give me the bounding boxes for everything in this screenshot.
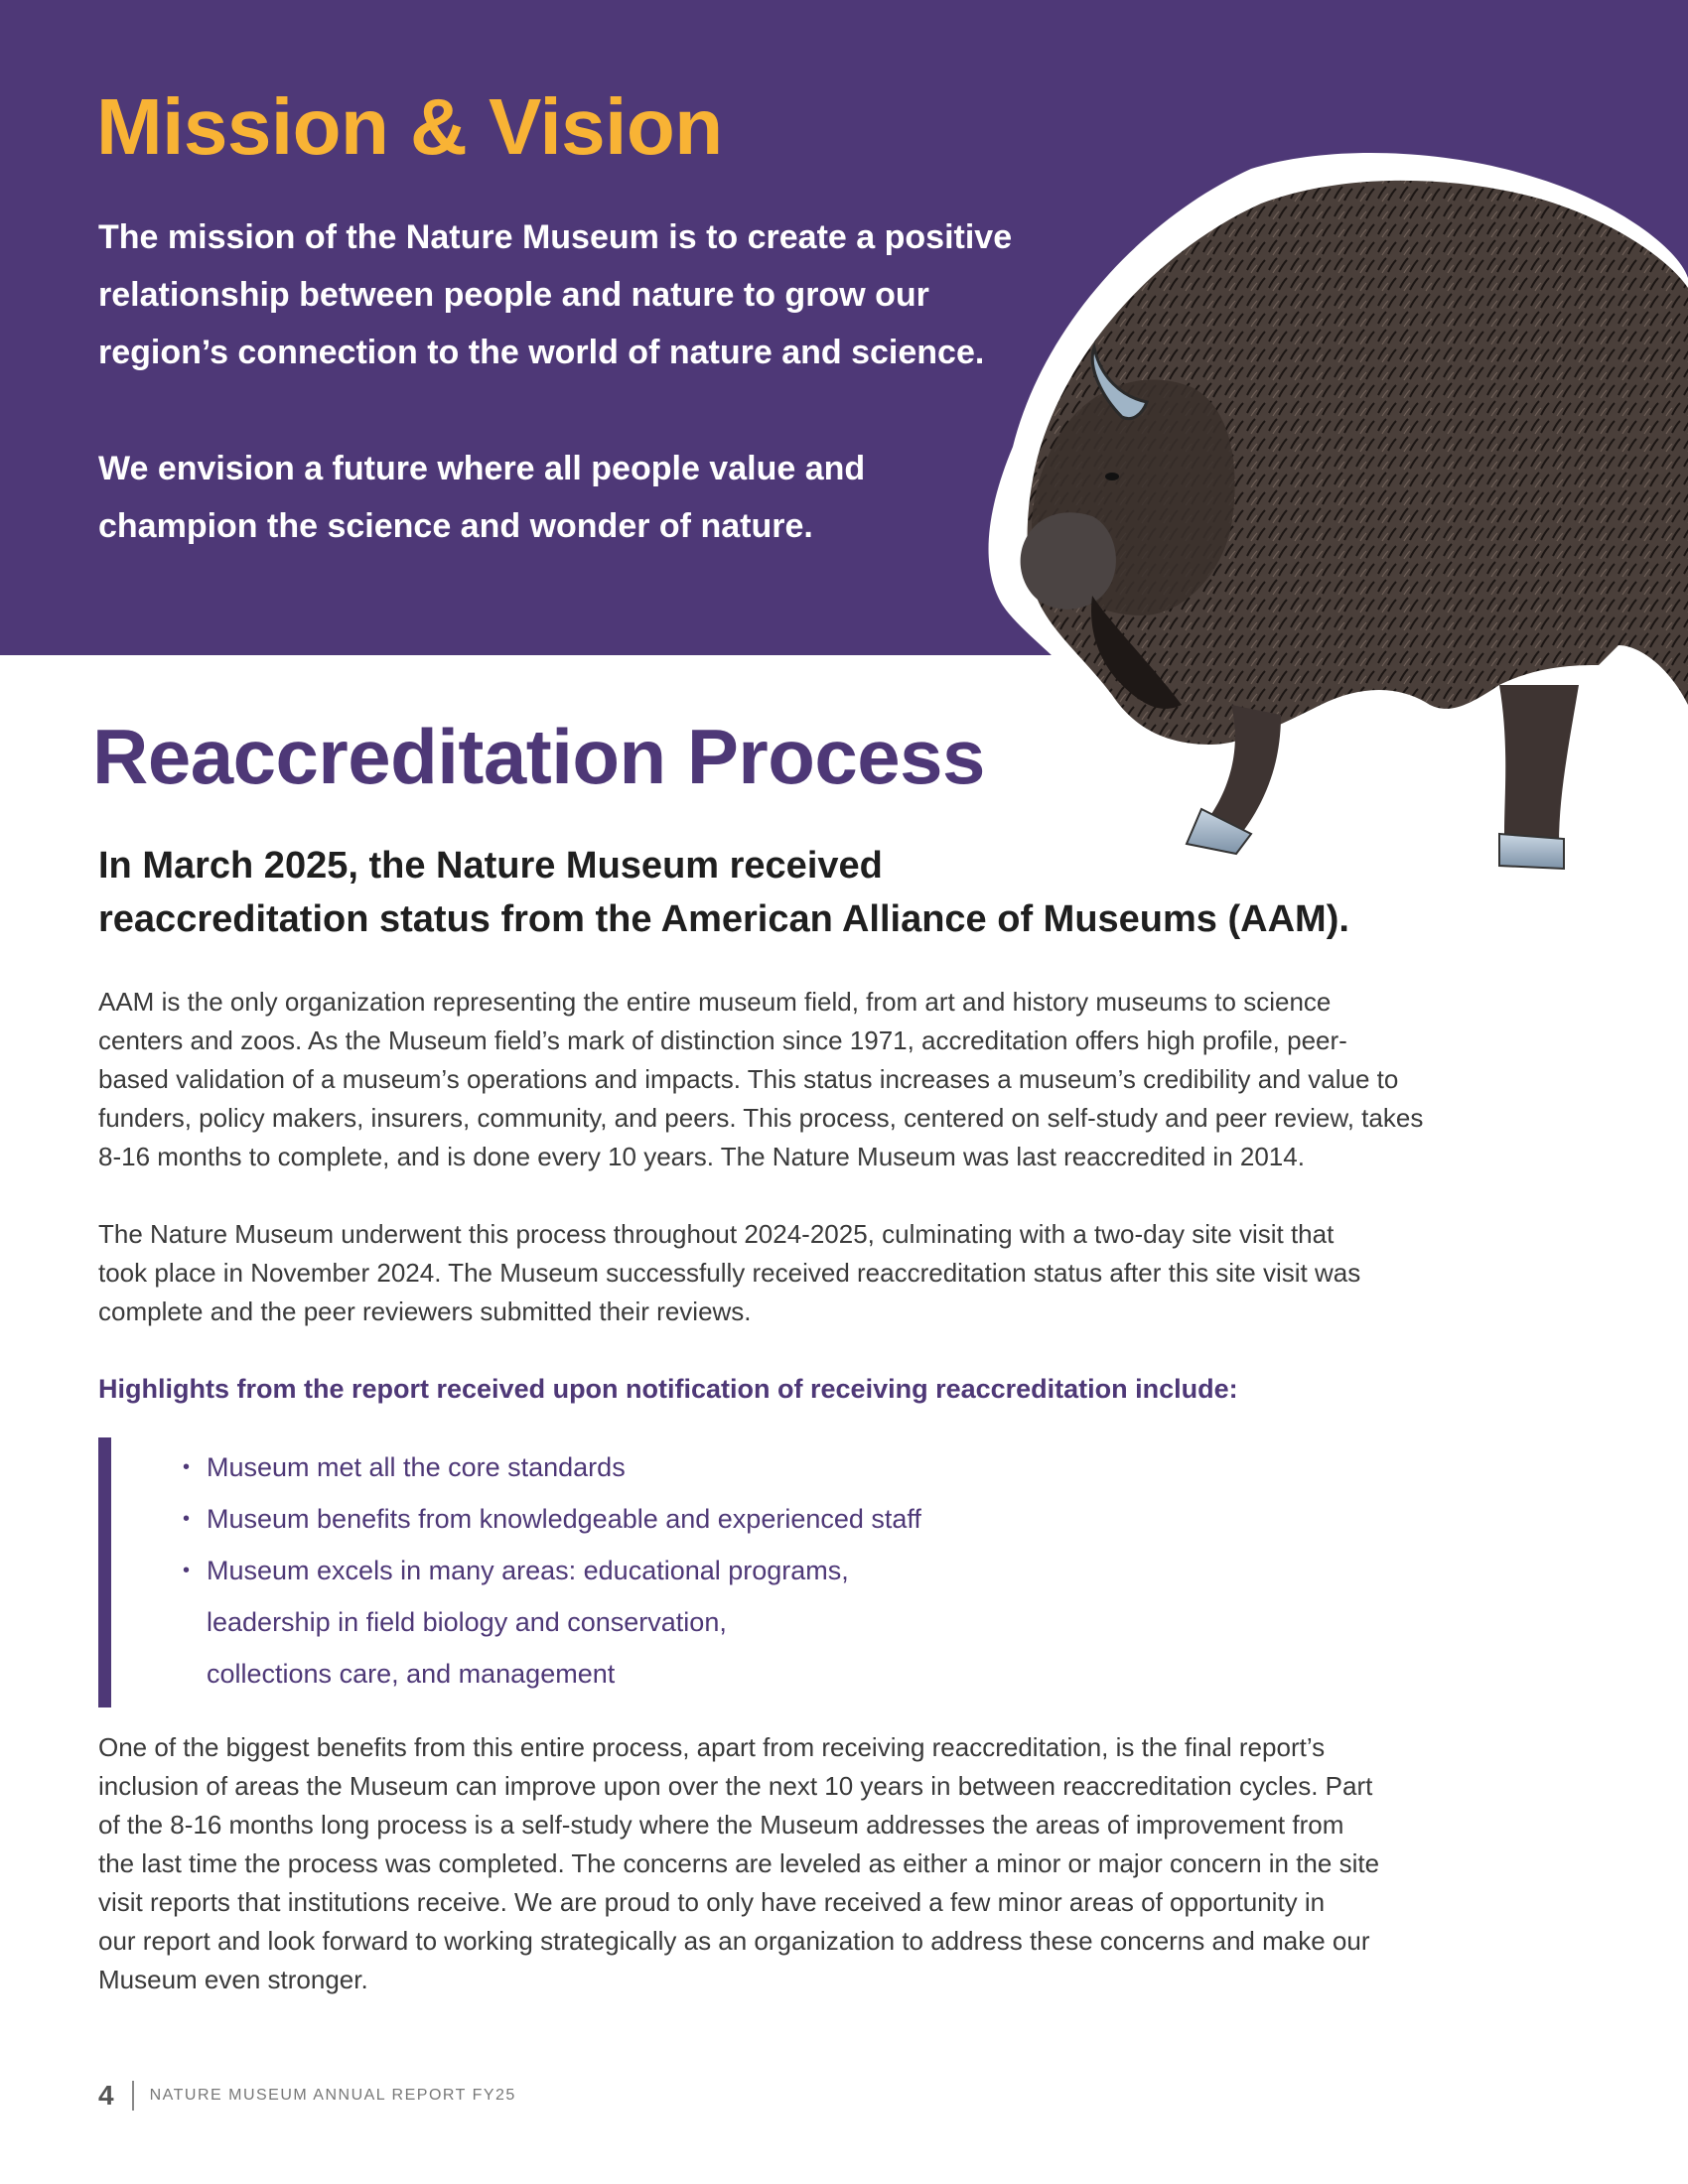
list-item [183, 1545, 1076, 1700]
lead-line: reaccreditation status from the American Alliance of Museums (AAM). [98, 898, 1349, 940]
bullet-icon: • [183, 1560, 191, 1581]
benefits-paragraph [98, 1728, 1558, 1999]
paragraph-line: the last time the process was completed. The concerns are leveled as either a minor or major concern in the site [98, 1848, 1380, 1878]
mission-statement [98, 208, 1091, 381]
process-paragraph [98, 1215, 1558, 1331]
paragraph-line: Museum even stronger. [98, 1965, 368, 1994]
section-title: Reaccreditation Process [92, 713, 985, 800]
list-item [183, 1493, 1076, 1545]
vision-line: We envision a future where all people value and [98, 450, 866, 487]
list-item-text: collections care, and management [207, 1659, 616, 1689]
paragraph-line: inclusion of areas the Museum can improve upon over the next 10 years in between reaccreditation cycles. Part [98, 1771, 1373, 1801]
paragraph-line: 8-16 months to complete, and is done every 10 years. The Nature Museum was last reaccredited in 2014. [98, 1142, 1305, 1171]
list-item-text: leadership in field biology and conservation, [207, 1607, 727, 1637]
paragraph-line: complete and the peer reviewers submitted their reviews. [98, 1297, 752, 1326]
page-number: 4 [98, 2080, 114, 2111]
list-item [183, 1441, 1076, 1493]
vision-line: champion the science and wonder of nature. [98, 507, 813, 545]
list-item-text: Museum met all the core standards [207, 1452, 626, 1482]
paragraph-line: our report and look forward to working strategically as an organization to address these concerns and make our [98, 1926, 1370, 1956]
paragraph-line: funders, policy makers, insurers, community, and peers. This process, centered on self-study and peer review, takes [98, 1103, 1424, 1133]
paragraph-line: One of the biggest benefits from this entire process, apart from receiving reaccreditation, is the final report’s [98, 1732, 1326, 1762]
vision-statement [98, 440, 1091, 555]
highlights-accent-bar [98, 1437, 111, 1707]
bullet-icon: • [183, 1456, 191, 1478]
mission-line: The mission of the Nature Museum is to create a positive [98, 218, 1013, 256]
mission-line: region’s connection to the world of nature and science. [98, 334, 985, 371]
paragraph-line: visit reports that institutions receive. We are proud to only have received a few minor areas of opportunity in [98, 1887, 1326, 1917]
page-footer [98, 2078, 516, 2114]
mission-line: relationship between people and nature to grow our [98, 276, 929, 314]
lead-line: In March 2025, the Nature Museum received [98, 845, 883, 887]
bison-illustration-icon [983, 149, 1688, 903]
paragraph-line: based validation of a museum’s operations and impacts. This status increases a museum’s credibility and value to [98, 1064, 1399, 1094]
paragraph-line: centers and zoos. As the Museum field’s mark of distinction since 1971, accreditation offers high profile, peer- [98, 1025, 1347, 1055]
footer-label: NATURE MUSEUM ANNUAL REPORT FY25 [149, 2087, 516, 2104]
list-item-text: Museum excels in many areas: educational programs, [207, 1556, 849, 1585]
paragraph-line: took place in November 2024. The Museum successfully received reaccreditation status after this site visit was [98, 1258, 1361, 1288]
paragraph-line: AAM is the only organization representing the entire museum field, from art and history museums to science [98, 987, 1332, 1017]
paragraph-line: The Nature Museum underwent this process throughout 2024-2025, culminating with a two-day site visit that [98, 1219, 1335, 1249]
aam-paragraph [98, 983, 1558, 1176]
bullet-icon: • [183, 1508, 191, 1530]
highlights-heading: Highlights from the report received upon notification of receiving reaccreditation include: [98, 1374, 1238, 1404]
highlights-list [183, 1441, 1076, 1700]
paragraph-line: of the 8-16 months long process is a self-study where the Museum addresses the areas of improvement from [98, 1810, 1344, 1840]
mission-vision-title: Mission & Vision [96, 82, 723, 171]
lead-statement [98, 839, 1508, 946]
footer-divider [132, 2081, 134, 2111]
list-item-text: Museum benefits from knowledgeable and experienced staff [207, 1504, 921, 1534]
